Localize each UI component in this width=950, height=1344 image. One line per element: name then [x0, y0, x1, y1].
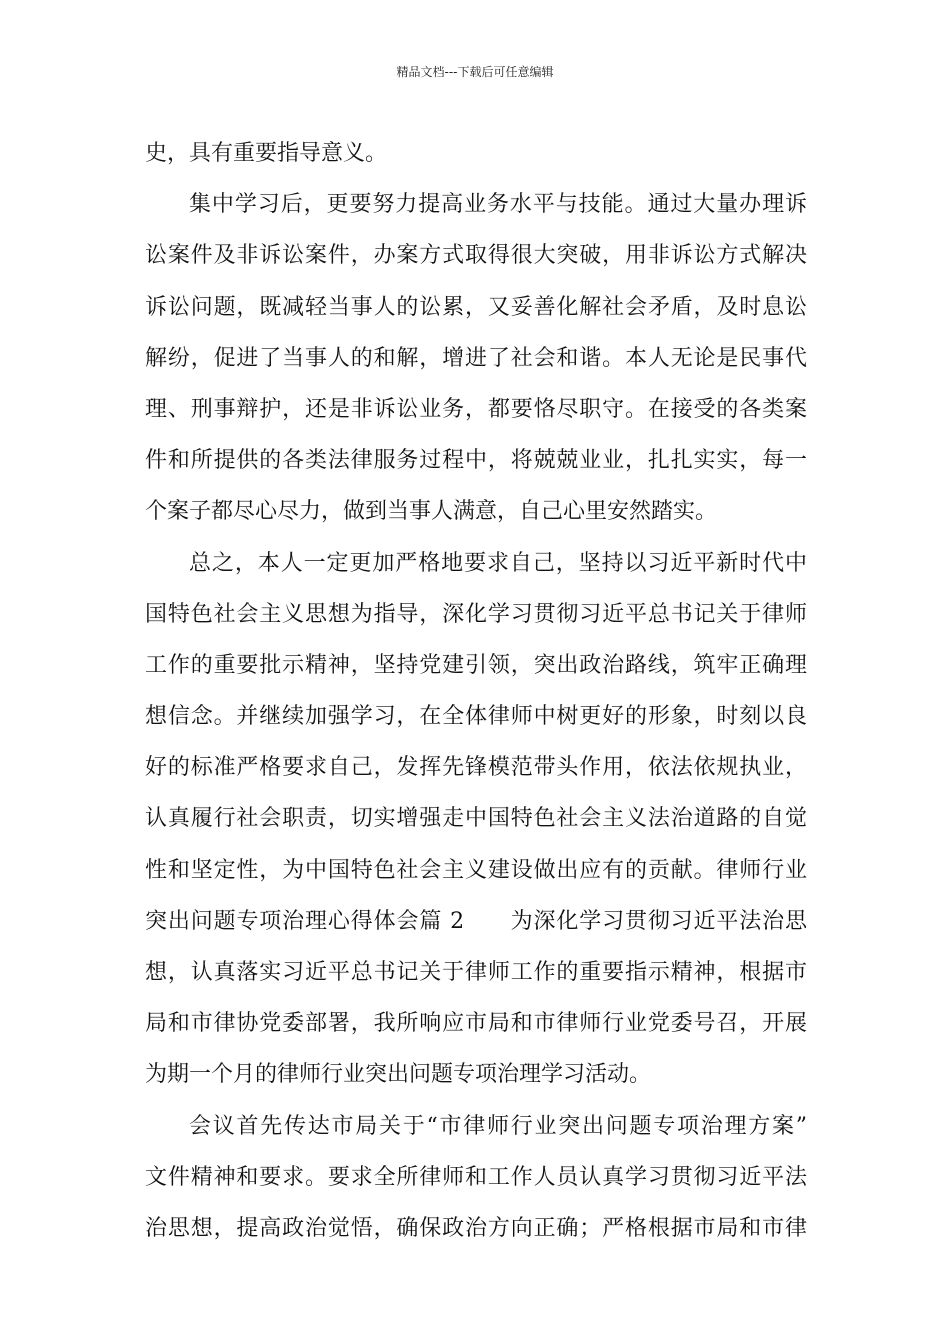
text-line: 解纷，促进了当事人的和解，增进了社会和谐。本人无论是民事代 — [145, 345, 807, 371]
text-line: 国特色社会主义思想为指导，深化学习贯彻习近平总书记关于律师 — [145, 601, 807, 627]
text-line: 会议首先传达市局关于“市律师行业突出问题专项治理方案” — [189, 1113, 807, 1139]
text-line: 工作的重要批示精神，坚持党建引领，突出政治路线，筑牢正确理 — [145, 652, 807, 678]
text-line: 突出问题专项治理心得体会篇 2 为深化学习贯彻习近平法治思 — [145, 908, 807, 934]
text-line: 性和坚定性，为中国特色社会主义建设做出应有的贡献。律师行业 — [145, 857, 807, 883]
text-line: 想信念。并继续加强学习，在全体律师中树更好的形象，时刻以良 — [145, 704, 807, 730]
page-header: 精品文档---下载后可任意编辑 — [396, 65, 554, 79]
text-line: 个案子都尽心尽力，做到当事人满意，自己心里安然踏实。 — [145, 499, 718, 525]
text-line: 文件精神和要求。要求全所律师和工作人员认真学习贯彻习近平法 — [145, 1164, 807, 1190]
text-line: 理、刑事辩护，还是非诉讼业务，都要恪尽职守。在接受的各类案 — [145, 396, 807, 422]
text-line: 史，具有重要指导意义。 — [145, 141, 388, 166]
text-line: 讼案件及非诉讼案件，办案方式取得很大突破，用非诉讼方式解决 — [145, 243, 807, 269]
text-line: 总之，本人一定更加严格地要求自己，坚持以习近平新时代中 — [189, 550, 807, 576]
text-line: 诉讼问题，既减轻当事人的讼累，又妥善化解社会矛盾，及时息讼 — [145, 294, 807, 320]
text-line: 认真履行社会职责，切实增强走中国特色社会主义法治道路的自觉 — [145, 806, 807, 832]
text-line: 件和所提供的各类法律服务过程中，将兢兢业业，扎扎实实，每一 — [145, 448, 807, 474]
body-text — [145, 128, 807, 1254]
text-line: 好的标准严格要求自己，发挥先锋模范带头作用，依法依规执业， — [145, 755, 807, 781]
text-line: 治思想，提高政治觉悟，确保政治方向正确；严格根据市局和市律 — [145, 1215, 807, 1241]
text-line: 局和市律协党委部署，我所响应市局和市律师行业党委号召，开展 — [145, 1011, 807, 1037]
text-line: 为期一个月的律师行业突出问题专项治理学习活动。 — [145, 1062, 652, 1088]
text-line: 想，认真落实习近平总书记关于律师工作的重要指示精神，根据市 — [145, 960, 807, 985]
text-line: 集中学习后，更要努力提高业务水平与技能。通过大量办理诉 — [189, 192, 807, 218]
